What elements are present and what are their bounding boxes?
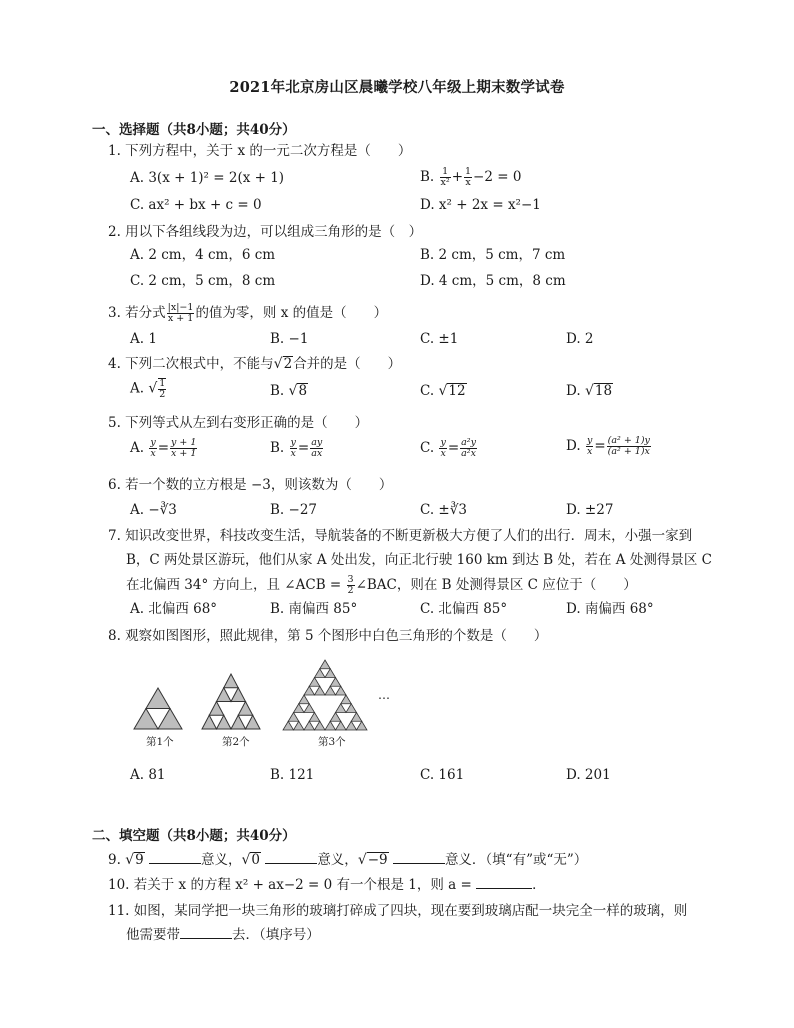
q5-a-label: A. <box>130 440 145 456</box>
q3-frac-den: x + 1 <box>167 313 194 324</box>
q5-a-rhs-den: x + 1 <box>171 448 197 459</box>
question-10 <box>108 876 546 894</box>
q1-option-a: A. 3(x + 1)² = 2(x + 1) <box>130 170 285 186</box>
q6-option-d: D. ±27 <box>566 502 614 518</box>
q4-b-radicand: 8 <box>298 383 308 399</box>
q1-option-d: D. x² + 2x = x²−1 <box>420 197 541 213</box>
q9-radicand-3: −9 <box>367 852 388 868</box>
figure-2-caption: 第2个 <box>222 736 250 748</box>
q5-d-rhs-den: (a² + 1)x <box>607 446 650 457</box>
figure-3-caption: 第3个 <box>318 736 346 748</box>
q7-option-d: D. 南偏西 68° <box>566 601 654 617</box>
q5-option-a: A. $\frac{y}{x}$ = $\frac{y + 1}{x + 1}$ <box>130 437 197 459</box>
question-7-line-2: B，C 两处景区游玩，他们从家 A 处出发，向正北行驶 160 km 到达 B 处，若在 A 处测得景区 C <box>126 552 712 568</box>
q5-b-rhs-den: ax <box>311 448 323 459</box>
q9-blank-3[interactable] <box>393 851 445 864</box>
q5-d-rhs-num: (a² + 1)y <box>607 435 650 446</box>
q11-blank[interactable] <box>180 926 232 939</box>
q1-option-c: C. ax² + bx + c = 0 <box>130 197 262 213</box>
q5-a-rhs-num: y + 1 <box>171 437 197 448</box>
q2-option-b: B. 2 cm，5 cm，7 cm <box>420 247 566 263</box>
q5-b-label: B. <box>270 440 285 456</box>
q2-option-a: A. 2 cm，4 cm，6 cm <box>130 247 276 263</box>
question-11-line-1: 11. 如图，某同学把一块三角形的玻璃打碎成了四块，现在要到玻璃店配一块完全一样的玻璃，则 <box>108 903 688 919</box>
question-6-stem: 6. 若一个数的立方根是 −3，则该数为（ ） <box>108 477 393 493</box>
q5-a-lhs-num: y <box>150 437 156 448</box>
q8-option-c: C. 161 <box>420 767 465 783</box>
q5-c-rhs-den: a²x <box>461 448 476 459</box>
q7-option-c: C. 北偏西 85° <box>420 601 508 617</box>
q5-d-label: D. <box>566 438 581 454</box>
question-1-stem: 1. 下列方程中，关于 x 的一元二次方程是（ ） <box>108 143 412 159</box>
q8-option-d: D. 201 <box>566 767 611 783</box>
q5-b-lhs-num: y <box>290 437 296 448</box>
q1-option-b-rest: −2 = 0 <box>473 169 522 185</box>
q9-number: 9. <box>108 852 121 868</box>
q3-option-b: B. −1 <box>270 331 309 347</box>
q8-option-a: A. 81 <box>130 767 166 783</box>
q7-frac-den: 2 <box>347 585 354 596</box>
q4-d-radicand: 18 <box>594 383 613 399</box>
q3-option-a: A. 1 <box>130 331 157 347</box>
figure-3-triangle <box>282 659 368 731</box>
q9-text-1: 意义， <box>201 852 242 868</box>
q1-b-frac2: $\frac{1}{x}$ <box>465 166 472 188</box>
q7-line3-pre: 在北偏西 34° 方向上，且 ∠ACB = <box>126 577 342 593</box>
q4-option-b: B. √8 <box>270 383 308 399</box>
q4-option-c: C. √12 <box>420 383 466 399</box>
q4-a-num: 1 <box>159 378 166 389</box>
question-2-stem: 2. 用以下各组线段为边，可以组成三角形的是（ ） <box>108 224 423 240</box>
q4-stem-post: 合并的是（ ） <box>293 356 402 372</box>
q3-option-c: C. ±1 <box>420 331 459 347</box>
q4-a-frac <box>158 378 166 400</box>
question-3-stem <box>108 303 387 324</box>
figure-ellipsis: … <box>378 688 390 702</box>
question-7-line-3 <box>126 575 637 596</box>
question-7-line-1: 7. 知识改变世界，科技改变生活，导航装备的不断更新极大方便了人们的出行．周末，小强一家到 <box>108 528 693 544</box>
q5-c-rhs-num: a²y <box>461 437 476 448</box>
q5-c-label: C. <box>420 440 435 456</box>
q4-c-radicand: 12 <box>448 383 466 399</box>
q4-option-d: D. √18 <box>566 383 613 399</box>
q3-stem-pre: 3. 若分式 <box>108 305 166 321</box>
q2-option-d: D. 4 cm，5 cm，8 cm <box>420 273 566 289</box>
q9-blank-2[interactable] <box>265 851 317 864</box>
q11-line2-pre: 他需要带 <box>126 927 180 943</box>
q7-option-b: B. 南偏西 85° <box>270 601 358 617</box>
q5-d-lhs-den: x <box>586 446 593 457</box>
q3-frac-num: |x|−1 <box>167 302 194 313</box>
q5-option-c: C. $\frac{y}{x}$ = $\frac{\text{a²y}}{\text{a²x}}$ <box>420 437 476 459</box>
page-title: 2021年北京房山区晨曦学校八年级上期末数学试卷 <box>229 79 565 96</box>
q4-option-a: A. √ $\frac{1}{2}$ <box>130 378 166 400</box>
q5-b-rhs-num: ay <box>311 437 323 448</box>
section-choice-heading: 一、选择题（共8小题；共40分） <box>92 122 296 138</box>
q4-b-label: B. <box>270 383 285 399</box>
question-8-stem: 8. 观察如图图形，照此规律，第 5 个图形中白色三角形的个数是（ ） <box>108 628 548 644</box>
q5-d-lhs-num: y <box>586 435 593 446</box>
q6-option-b: B. −27 <box>270 502 317 518</box>
q5-b-lhs-den: x <box>290 448 296 459</box>
q11-line2-post: 去．（填序号） <box>232 927 320 943</box>
q9-blank-1[interactable] <box>149 851 201 864</box>
q1-b-frac1: $\frac{1}{\text{x²}}$ <box>440 166 450 188</box>
q9-text-3: 意义．（填“有”或“无”） <box>444 852 588 868</box>
q9-radicand-1: 9 <box>135 852 144 868</box>
q7-option-a: A. 北偏西 68° <box>130 601 218 617</box>
q10-blank[interactable] <box>476 876 532 889</box>
question-5-stem: 5. 下列等式从左到右变形正确的是（ ） <box>108 415 369 431</box>
q4-a-label: A. <box>130 380 145 397</box>
figure-2-triangle <box>201 673 261 730</box>
question-11-line-2 <box>126 926 320 944</box>
q9-text-2: 意义， <box>317 852 358 868</box>
q3-option-d: D. 2 <box>566 331 594 347</box>
q4-stem-radicand: 2 <box>283 356 293 372</box>
q5-c-lhs-num: y <box>440 437 446 448</box>
q3-fraction <box>167 303 195 324</box>
q9-radicand-2: 0 <box>251 852 261 868</box>
section-fill-heading: 二、填空题（共8小题；共40分） <box>92 828 296 844</box>
question-9: 9. √9 意义，√0 意义，√−9 意义．（填“有”或“无”） <box>108 852 588 868</box>
q5-option-d: D. $\frac{y}{x}$ = $\frac{\text{(a² + 1)y}}{\text{(a² + 1)x}}$ <box>566 435 650 457</box>
q6-option-c: C. ±∛3 <box>420 502 467 518</box>
q1-option-b: B. $\frac{1}{\text{x²}}$ + $\frac{1}{x}$ −2 = 0 <box>420 166 522 188</box>
q1-option-b-label: B. <box>420 169 435 185</box>
q2-option-c: C. 2 cm，5 cm，8 cm <box>130 273 276 289</box>
q10-text: 10. 若关于 x 的方程 x² + ax−2 = 0 有一个根是 1，则 a = <box>108 877 472 893</box>
q4-a-den: 2 <box>159 389 166 400</box>
question-4-stem: 4. 下列二次根式中，不能与√2合并的是（ ） <box>108 356 402 372</box>
q6-option-a: A. −∛3 <box>130 502 177 518</box>
q5-option-b: B. $\frac{y}{x}$ = $\frac{ay}{ax}$ <box>270 437 323 459</box>
figure-1-caption: 第1个 <box>146 736 174 748</box>
q10-end: ． <box>532 877 546 893</box>
q7-frac-num: 3 <box>347 574 354 585</box>
q8-option-b: B. 121 <box>270 767 315 783</box>
q7-line3-post: ∠BAC，则在 B 处测得景区 C 应位于（ ） <box>355 577 637 593</box>
figure-1-triangle <box>133 687 183 730</box>
q4-d-label: D. <box>566 383 581 399</box>
q4-c-label: C. <box>420 383 435 399</box>
q4-stem-pre: 4. 下列二次根式中，不能与 <box>108 356 274 372</box>
q5-c-lhs-den: x <box>440 448 446 459</box>
q5-a-lhs-den: x <box>150 448 156 459</box>
q3-stem-post: 的值为零，则 x 的值是（ ） <box>195 305 388 321</box>
